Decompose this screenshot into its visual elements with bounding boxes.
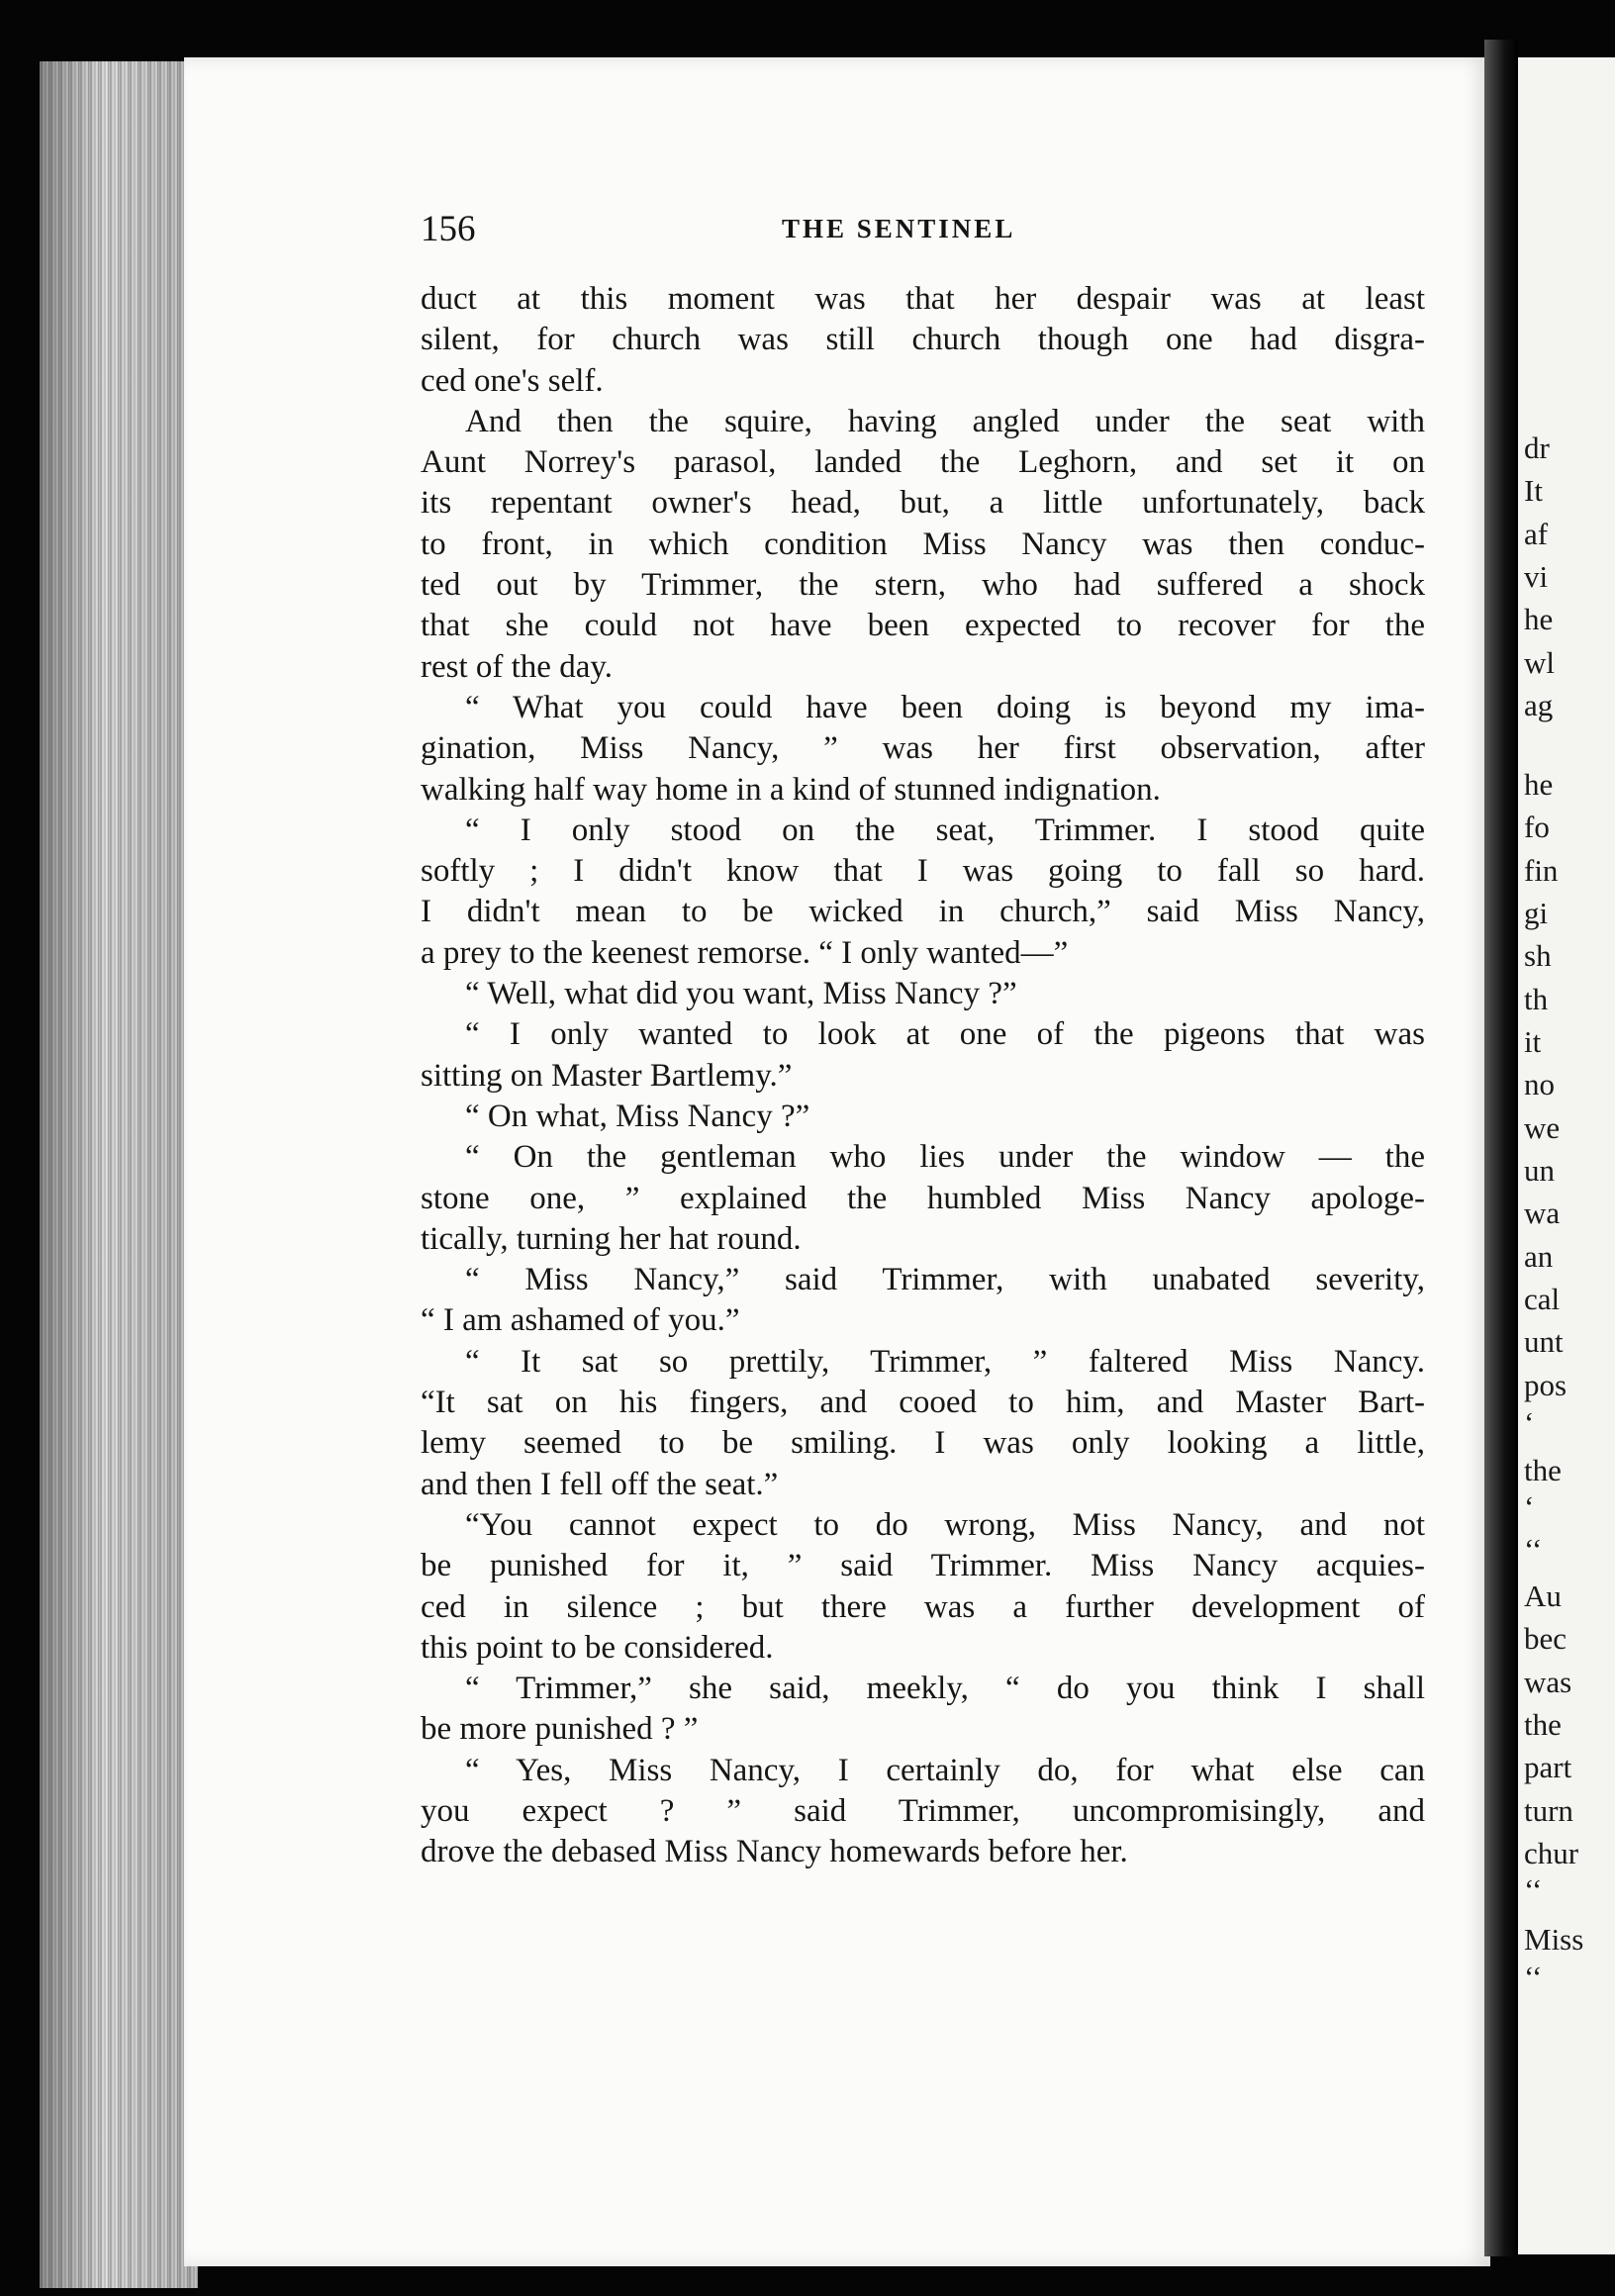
text-line: be more punished ? ” (421, 1711, 699, 1748)
text-line: And then the squire, having angled under the seat with (465, 403, 1425, 439)
next-page-fragment: ‘‘ (1524, 1872, 1543, 1907)
text-line: and then I fell off the seat.” (421, 1466, 779, 1502)
next-page-fragment: part (1524, 1750, 1572, 1784)
text-line: “ I only stood on the seat, Trimmer. I stood quite (465, 812, 1425, 848)
text-line: duct at this moment was that her despair was at least (421, 281, 1425, 317)
next-page-fragment: af (1524, 517, 1549, 551)
next-page-fragment: turn (1524, 1793, 1573, 1828)
next-page-fragment: dr (1524, 430, 1550, 465)
next-page-fragment: ‘‘ (1524, 1960, 1543, 1994)
text-line: “ It sat so prettily, Trimmer, ” faltered Miss Nancy. (465, 1343, 1425, 1380)
page-number: 156 (421, 209, 476, 249)
text-line: that she could not have been expected to recover for the (421, 608, 1425, 644)
next-page-fragment: th (1524, 982, 1549, 1016)
text-line: ted out by Trimmer, the stern, who had suffered a shock (421, 567, 1425, 604)
next-page-fragment: an (1524, 1239, 1554, 1274)
text-line: “It sat on his fingers, and cooed to him, and Master Bart- (421, 1385, 1425, 1421)
next-page-fragment: pos (1524, 1368, 1568, 1402)
text-line: this point to be considered. (421, 1629, 774, 1666)
text-line: lemy seemed to be smiling. I was only looking a little, (421, 1425, 1425, 1462)
next-page-fragment: Miss (1524, 1922, 1584, 1957)
text-line: to front, in which condition Miss Nancy was then conduc- (421, 526, 1425, 562)
text-line: tically, turning her hat round. (421, 1220, 802, 1257)
text-line: I didn't mean to be wicked in church,” said Miss Nancy, (421, 894, 1425, 930)
text-line: “You cannot expect to do wrong, Miss Nancy, and not (465, 1506, 1425, 1543)
next-page-fragment: the (1524, 1707, 1562, 1742)
next-page-fragment: ‘ (1524, 1405, 1535, 1440)
text-line: “ Yes, Miss Nancy, I certainly do, for what else can (465, 1752, 1425, 1788)
text-line: “ I only wanted to look at one of the pigeons that was (465, 1016, 1425, 1053)
next-page-fragment: Au (1524, 1578, 1562, 1613)
text-line: “ I am ashamed of you.” (421, 1302, 740, 1339)
text-line: walking half way home in a kind of stunned indignation. (421, 771, 1161, 808)
next-page-fragment: ag (1524, 688, 1554, 722)
text-line: silent, for church was still church though one had disgra- (421, 322, 1425, 358)
next-page-fragment: fin (1524, 853, 1559, 888)
next-page (1518, 57, 1615, 2254)
text-line: “ Trimmer,” she said, meekly, “ do you think I shall (465, 1671, 1425, 1707)
next-page-fragment: gi (1524, 896, 1549, 930)
next-page-fragment: chur (1524, 1836, 1579, 1870)
text-line: its repentant owner's head, but, a little unfortunately, back (421, 485, 1425, 522)
text-line: stone one, ” explained the humbled Miss Nancy apologe- (421, 1180, 1425, 1216)
next-page-fragment: ‘‘ (1524, 1532, 1543, 1567)
next-page-fragment: unt (1524, 1324, 1564, 1359)
text-line: gination, Miss Nancy, ” was her first observation, after (421, 730, 1425, 767)
next-page-fragment: ‘ (1524, 1489, 1535, 1524)
next-page-fragment: cal (1524, 1282, 1561, 1316)
text-line: “ Miss Nancy,” said Trimmer, with unabated severity, (465, 1262, 1425, 1298)
text-line: ced one's self. (421, 362, 604, 399)
text-line: you expect ? ” said Trimmer, uncompromisingly, and (421, 1792, 1425, 1829)
next-page-fragment: sh (1524, 938, 1552, 973)
running-head (421, 208, 1420, 255)
text-line: “ On the gentleman who lies under the window — the (465, 1139, 1425, 1176)
next-page-fragment: he (1524, 767, 1554, 802)
text-line: “ On what, Miss Nancy ?” (465, 1098, 810, 1134)
next-page-fragment: fo (1524, 810, 1550, 844)
page-edges (40, 61, 198, 2288)
next-page-fragment: we (1524, 1110, 1561, 1145)
next-page-fragment: vi (1524, 559, 1549, 594)
next-page-fragment: wl (1524, 645, 1555, 680)
body-text (421, 279, 1425, 1873)
next-page-fragment: wa (1524, 1196, 1561, 1230)
next-page-fragment: it (1524, 1024, 1542, 1059)
next-page-fragment: bec (1524, 1621, 1568, 1656)
text-line: be punished for it, ” said Trimmer. Miss Nancy acquies- (421, 1548, 1425, 1584)
next-page-fragment: he (1524, 602, 1554, 636)
next-page-fragment: was (1524, 1665, 1572, 1699)
text-line: a prey to the keenest remorse. “ I only wanted—” (421, 934, 1069, 971)
running-title: THE SENTINEL (782, 214, 1016, 243)
next-page-fragment: the (1524, 1453, 1562, 1487)
next-page-fragment: It (1524, 473, 1543, 508)
text-line: drove the debased Miss Nancy homewards before her. (421, 1834, 1128, 1870)
book-gutter (1484, 40, 1518, 2256)
text-line: “ What you could have been doing is beyond my ima- (465, 689, 1425, 725)
text-line: Aunt Norrey's parasol, landed the Leghorn, and set it on (421, 444, 1425, 481)
text-line: ced in silence ; but there was a further development of (421, 1588, 1425, 1625)
next-page-fragment: un (1524, 1153, 1555, 1188)
text-line: softly ; I didn't know that I was going to fall so hard. (421, 853, 1425, 890)
next-page-fragment: no (1524, 1067, 1555, 1101)
text-line: “ Well, what did you want, Miss Nancy ?” (465, 976, 1017, 1012)
text-line: sitting on Master Bartlemy.” (421, 1057, 793, 1094)
text-line: rest of the day. (421, 648, 613, 685)
